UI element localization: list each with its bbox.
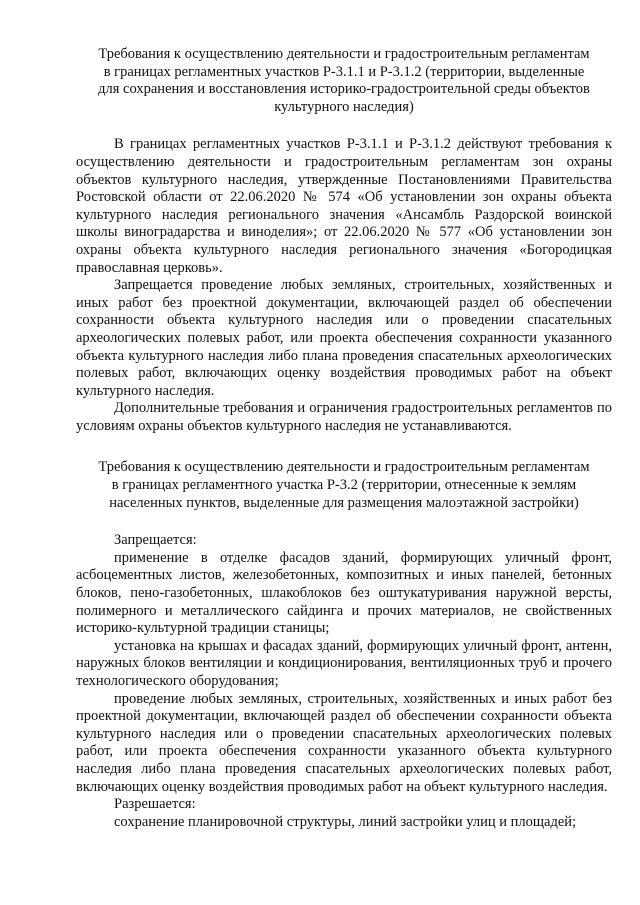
heading-line: для сохранения и восстановления историко-градостроительной среды объектов (98, 81, 590, 98)
section-2-body (76, 532, 612, 831)
paragraph: Запрещается: (114, 532, 197, 549)
heading-line: Требования к осуществлению деятельности и градостроительным регламентам (98, 459, 590, 476)
document-page (76, 46, 612, 831)
paragraph: Запрещается проведение любых земляных, строительных, хозяйственных и иных работ без проектной документации, включающей раздел об обеспечении сохранности объекта культурного наследия или о проведении спасательных археологических полевых работ, или проекта обеспечения сохранности указанного объекта культурного наследия либо плана проведения спасательных археологических полевых работ, включающих оценку воздействия проводимых работ на объект культурного наследия. (76, 277, 612, 399)
section-1-body (76, 136, 612, 435)
heading-line: Требования к осуществлению деятельности и градостроительным регламентам (98, 46, 590, 62)
heading-line: в границах регламентных участков Р-3.1.1 и Р-3.1.2 (территории, выделенные (103, 63, 585, 80)
heading-line: в границах регламентного участка Р-3.2 (территории, отнесенные к землям (111, 477, 577, 494)
section-1-heading (76, 46, 612, 116)
paragraph: Разрешается: (114, 796, 196, 813)
paragraph: сохранение планировочной структуры, линий застройки улиц и площадей; (114, 813, 577, 830)
paragraph: применение в отделке фасадов зданий, формирующих уличный фронт, асбоцементных листов, железобетонных, композитных и иных панелей, бетонных блоков, пено-газобетонных, шлакоблоков без оштукатуривания наружной версты, полимерного и металлического сайдинга и прочих материалов, не свойственных историко-культурной традиции станицы; (76, 549, 612, 637)
heading-line: культурного наследия) (274, 98, 414, 115)
section-2-heading (76, 459, 612, 512)
paragraph: проведение любых земляных, строительных, хозяйственных и иных работ без проектной документации, включающей раздел об обеспечении сохранности объекта культурного наследия или о проведении спасательных археологических полевых работ, или проекта обеспечения сохранности указанного объекта культурного наследия либо плана проведения спасательных археологических полевых работ, включающих оценку воздействия проводимых работ на объект культурного наследия. (76, 690, 612, 795)
heading-line: населенных пунктов, выделенные для размещения малоэтажной застройки) (109, 494, 579, 511)
paragraph: Дополнительные требования и ограничения градостроительных регламентов по условиям охраны объектов культурного наследия не устанавливаются. (76, 400, 612, 434)
paragraph: установка на крышах и фасадах зданий, формирующих уличный фронт, антенн, наружных блоков вентиляции и кондиционирования, вентиляционных труб и прочего технологического оборудования; (76, 637, 612, 689)
paragraph: В границах регламентных участков Р-3.1.1 и Р-3.1.2 действуют требования к осуществлению деятельности и градостроительным регламентам зон охраны объектов культурного наследия, утвержденные Постановлениями Правительства Ростовской области от 22.06.2020 № 574 «Об установлении зон охраны объекта культурного наследия регионального значения «Ансамбль Раздорской воинской школы виноградарства и виноделия»; от 22.06.2020 № 577 «Об установлении зон охраны объекта культурного наследия регионального значения «Богородицкая православная церковь». (76, 136, 612, 276)
